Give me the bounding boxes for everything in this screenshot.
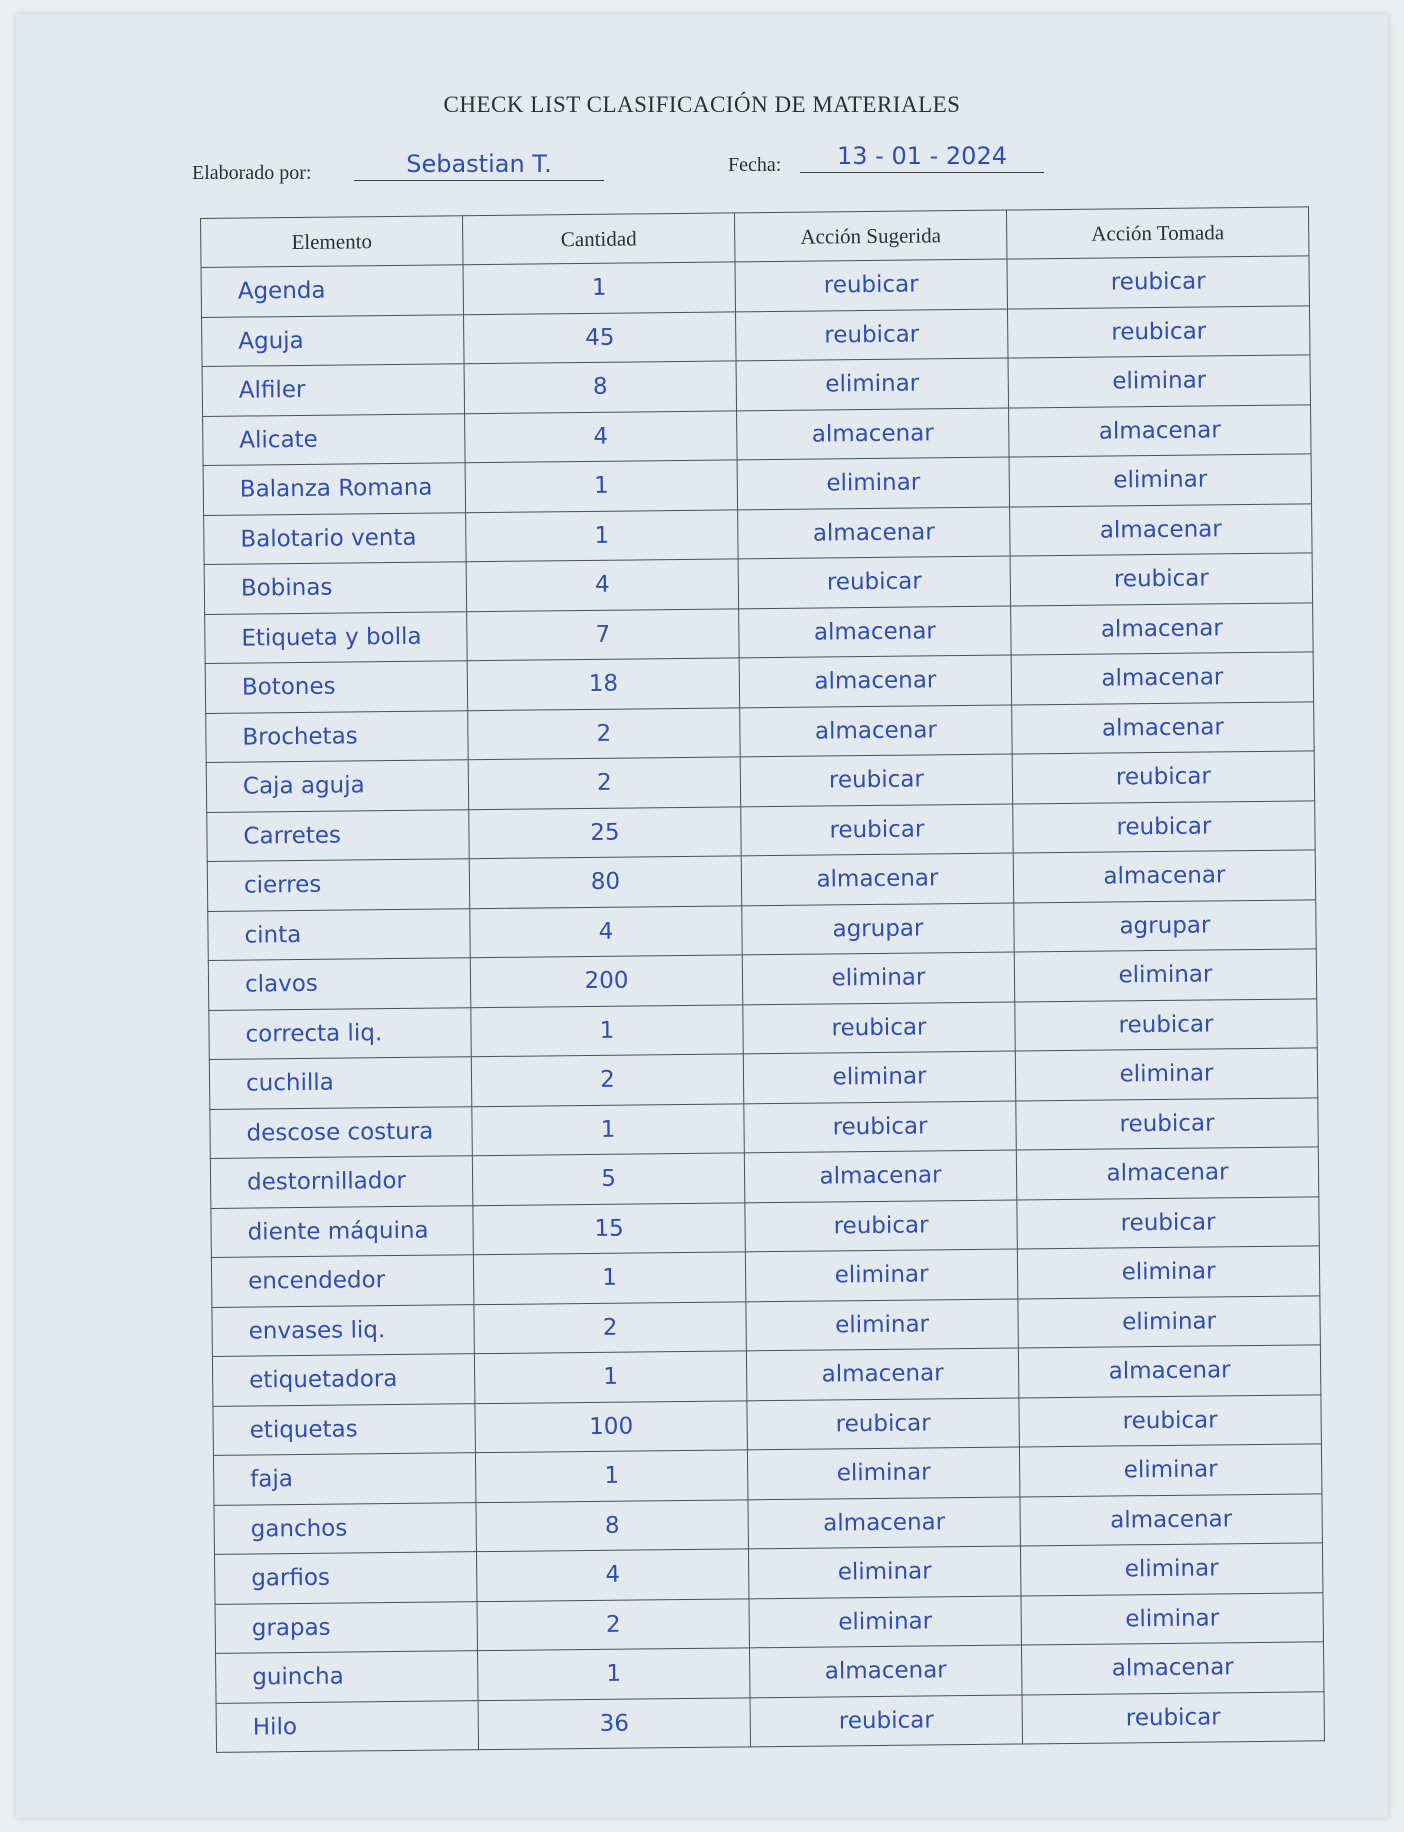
cell-accion-sugerida: eliminar — [736, 358, 1009, 410]
cell-accion-tomada: eliminar — [1021, 1592, 1324, 1645]
cell-cantidad: 2 — [471, 1054, 744, 1106]
cell-cantidad: 18 — [467, 658, 740, 710]
materials-table — [200, 206, 1325, 1753]
cell-accion-sugerida: reubicar — [743, 1002, 1016, 1054]
cell-accion-tomada: almacenar — [1012, 701, 1315, 754]
cell-accion-sugerida: eliminar — [747, 1447, 1020, 1499]
cell-cantidad: 2 — [468, 707, 741, 759]
cell-accion-tomada: eliminar — [1009, 454, 1312, 507]
cell-cantidad: 2 — [468, 757, 741, 809]
cell-cantidad: 4 — [470, 905, 743, 957]
cell-cantidad: 2 — [477, 1598, 750, 1650]
cell-accion-sugerida: reubicar — [745, 1200, 1018, 1252]
cell-elemento: envases liq. — [212, 1304, 475, 1356]
cell-cantidad: 1 — [473, 1252, 746, 1304]
cell-elemento: Brochetas — [206, 710, 469, 762]
cell-elemento: grapas — [215, 1601, 478, 1653]
cell-accion-sugerida: reubicar — [750, 1694, 1023, 1746]
cell-cantidad: 4 — [476, 1549, 749, 1601]
cell-accion-sugerida: eliminar — [742, 952, 1015, 1004]
cell-elemento: Balotario venta — [204, 512, 467, 564]
cell-cantidad: 200 — [470, 955, 743, 1007]
cell-accion-sugerida: eliminar — [748, 1546, 1021, 1598]
cell-accion-sugerida: almacenar — [744, 1150, 1017, 1202]
cell-accion-tomada: reubicar — [1015, 998, 1318, 1051]
cell-accion-sugerida: reubicar — [735, 259, 1008, 311]
cell-cantidad: 7 — [467, 608, 740, 660]
cell-elemento: descose costura — [210, 1106, 473, 1158]
cell-accion-tomada: eliminar — [1020, 1543, 1323, 1596]
cell-elemento: diente máquina — [211, 1205, 474, 1257]
cell-elemento: etiquetas — [213, 1403, 476, 1455]
cell-cantidad: 8 — [476, 1499, 749, 1551]
cell-cantidad: 1 — [472, 1103, 745, 1155]
cell-accion-sugerida: reubicar — [738, 556, 1011, 608]
cell-accion-tomada: eliminar — [1008, 355, 1311, 408]
header-elemento: Elemento — [201, 216, 463, 268]
header-accion-tomada: Acción Tomada — [1006, 207, 1308, 259]
cell-elemento: cierres — [207, 859, 470, 911]
cell-accion-tomada: eliminar — [1015, 1048, 1318, 1101]
cell-accion-sugerida: eliminar — [745, 1249, 1018, 1301]
cell-cantidad: 8 — [464, 361, 737, 413]
cell-accion-tomada: reubicar — [1017, 1196, 1320, 1249]
cell-accion-sugerida: reubicar — [740, 754, 1013, 806]
cell-cantidad: 1 — [478, 1648, 751, 1700]
cell-elemento: faja — [213, 1453, 476, 1505]
cell-accion-tomada: eliminar — [1019, 1444, 1322, 1497]
cell-accion-sugerida: eliminar — [743, 1051, 1016, 1103]
cell-accion-sugerida: reubicar — [736, 309, 1009, 361]
cell-accion-tomada: almacenar — [1010, 503, 1313, 556]
table-body — [201, 256, 1324, 1753]
cell-cantidad: 1 — [474, 1351, 747, 1403]
cell-accion-tomada: reubicar — [1016, 1097, 1319, 1150]
cell-cantidad: 1 — [465, 460, 738, 512]
cell-accion-tomada: almacenar — [1011, 602, 1314, 655]
cell-elemento: cuchilla — [209, 1057, 472, 1109]
cell-elemento: Caja aguja — [206, 760, 469, 812]
cell-accion-sugerida: almacenar — [739, 655, 1012, 707]
cell-accion-tomada: almacenar — [1016, 1147, 1319, 1200]
cell-accion-tomada: eliminar — [1018, 1295, 1321, 1348]
cell-accion-sugerida: eliminar — [737, 457, 1010, 509]
cell-accion-sugerida: reubicar — [747, 1397, 1020, 1449]
elaborado-label: Elaborado por: — [192, 162, 312, 184]
cell-elemento: correcta liq. — [209, 1007, 472, 1059]
cell-elemento: Bobinas — [204, 562, 467, 614]
cell-accion-sugerida: reubicar — [744, 1101, 1017, 1153]
cell-elemento: clavos — [208, 958, 471, 1010]
cell-elemento: Hilo — [216, 1700, 479, 1752]
cell-accion-tomada: almacenar — [1018, 1345, 1321, 1398]
cell-elemento: Etiqueta y bolla — [205, 611, 468, 663]
cell-elemento: Alicate — [203, 413, 466, 465]
cell-accion-sugerida: eliminar — [746, 1298, 1019, 1350]
cell-elemento: cinta — [208, 908, 471, 960]
cell-elemento: etiquetadora — [212, 1354, 475, 1406]
cell-accion-tomada: almacenar — [1009, 404, 1312, 457]
cell-elemento: Balanza Romana — [203, 463, 466, 515]
cell-accion-tomada: eliminar — [1014, 949, 1317, 1002]
cell-cantidad: 2 — [474, 1301, 747, 1353]
cell-elemento: destornillador — [210, 1156, 473, 1208]
cell-accion-tomada: almacenar — [1021, 1642, 1324, 1695]
cell-accion-tomada: agrupar — [1014, 899, 1317, 952]
cell-accion-sugerida: almacenar — [750, 1645, 1023, 1697]
cell-elemento: Aguja — [202, 314, 465, 366]
cell-accion-tomada: almacenar — [1013, 850, 1316, 903]
cell-cantidad: 100 — [475, 1400, 748, 1452]
cell-elemento: Botones — [205, 661, 468, 713]
cell-cantidad: 36 — [478, 1697, 751, 1749]
cell-accion-sugerida: eliminar — [749, 1595, 1022, 1647]
cell-accion-sugerida: almacenar — [741, 853, 1014, 905]
header-accion-sugerida: Acción Sugerida — [734, 210, 1006, 262]
cell-cantidad: 1 — [471, 1004, 744, 1056]
cell-elemento: ganchos — [214, 1502, 477, 1554]
cell-accion-tomada: eliminar — [1017, 1246, 1320, 1299]
cell-accion-sugerida: almacenar — [738, 507, 1011, 559]
cell-accion-tomada: almacenar — [1011, 652, 1314, 705]
cell-accion-sugerida: reubicar — [741, 804, 1014, 856]
cell-accion-sugerida: almacenar — [748, 1496, 1021, 1548]
cell-accion-sugerida: almacenar — [746, 1348, 1019, 1400]
elaborado-value: Sebastian T. — [354, 150, 604, 181]
cell-cantidad: 45 — [464, 311, 737, 363]
cell-elemento: Carretes — [207, 809, 470, 861]
cell-accion-tomada: reubicar — [1007, 256, 1310, 309]
fecha-value: 13 - 01 - 2024 — [800, 142, 1044, 173]
cell-elemento: Agenda — [201, 265, 464, 317]
document-title: CHECK LIST CLASIFICACIÓN DE MATERIALES — [443, 92, 961, 117]
cell-accion-sugerida: almacenar — [740, 705, 1013, 757]
cell-cantidad: 4 — [466, 559, 739, 611]
cell-cantidad: 1 — [475, 1450, 748, 1502]
cell-cantidad: 25 — [469, 806, 742, 858]
cell-cantidad: 1 — [463, 262, 736, 314]
cell-cantidad: 4 — [465, 410, 738, 462]
cell-accion-tomada: reubicar — [1022, 1691, 1325, 1744]
cell-cantidad: 15 — [473, 1202, 746, 1254]
cell-accion-tomada: reubicar — [1019, 1394, 1322, 1447]
cell-cantidad: 1 — [466, 509, 739, 561]
cell-elemento: guincha — [216, 1651, 479, 1703]
cell-accion-tomada: reubicar — [1007, 305, 1310, 358]
cell-accion-tomada: almacenar — [1020, 1493, 1323, 1546]
cell-elemento: garfios — [214, 1552, 477, 1604]
cell-elemento: encendedor — [211, 1255, 474, 1307]
cell-accion-tomada: reubicar — [1010, 553, 1313, 606]
cell-accion-tomada: reubicar — [1012, 751, 1315, 804]
header-cantidad: Cantidad — [462, 213, 734, 265]
cell-cantidad: 80 — [469, 856, 742, 908]
cell-accion-tomada: reubicar — [1013, 800, 1316, 853]
cell-accion-sugerida: almacenar — [737, 408, 1010, 460]
fecha-label: Fecha: — [728, 154, 782, 176]
cell-cantidad: 5 — [472, 1153, 745, 1205]
cell-accion-sugerida: almacenar — [739, 606, 1012, 658]
cell-elemento: Alfiler — [202, 364, 465, 416]
cell-accion-sugerida: agrupar — [742, 903, 1015, 955]
